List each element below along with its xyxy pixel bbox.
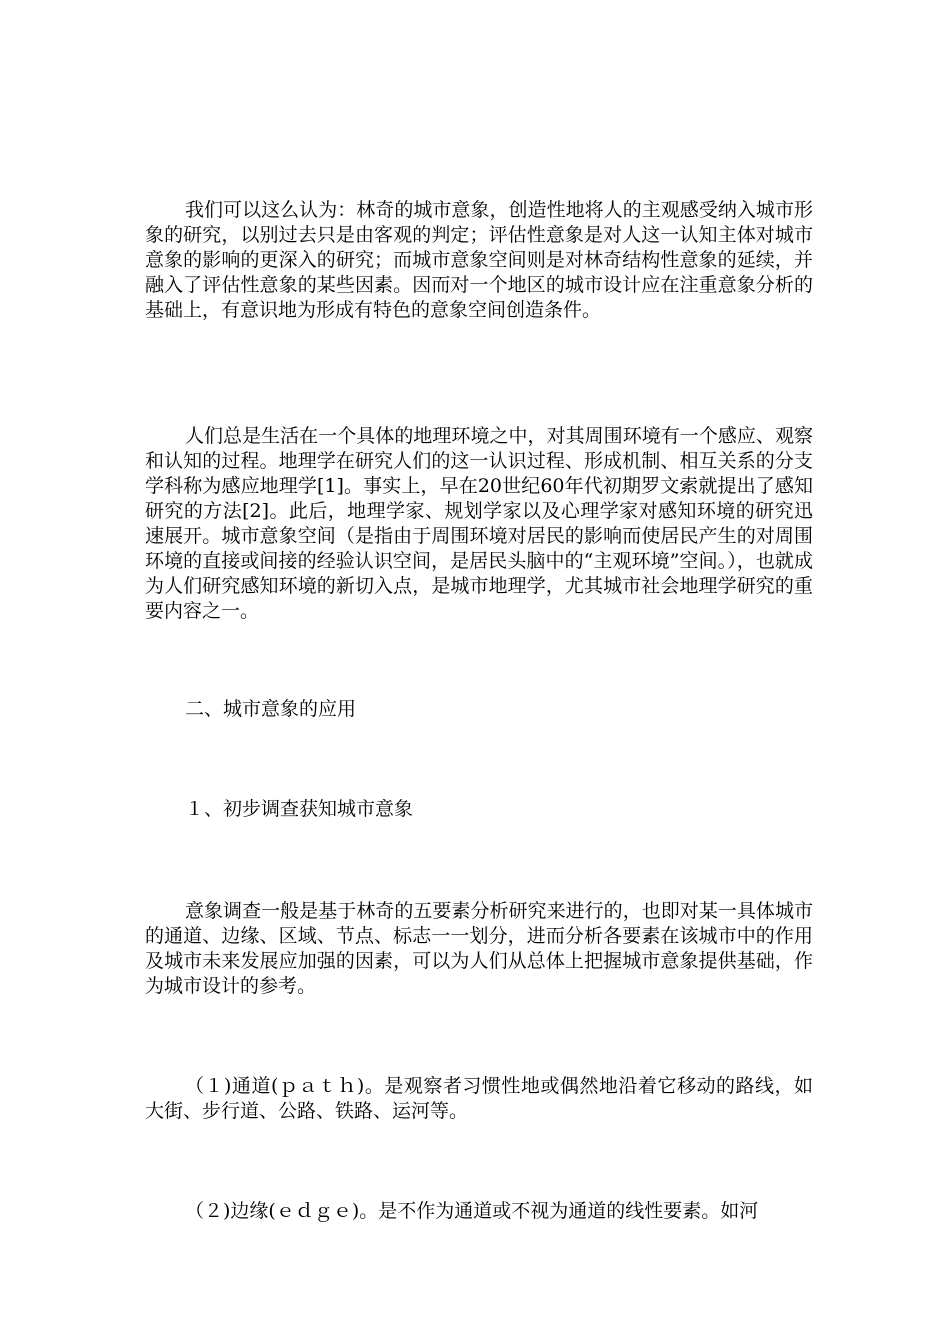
section-heading-application: 二、城市意象的应用 (185, 698, 357, 720)
paragraph-image-survey: 意象调查一般是基于林奇的五要素分析研究来进行的，也即对某一具体城市的通道、边缘、区域、节点、标志一一划分，进而分析各要素在该城市中的作用及城市未来发展应加强的因素，可以为人们从总体上把握城市意象提供基础，作为城市设计的参考。 (145, 900, 813, 997)
paragraph-path-element: （１)通道(ｐａｔｈ)。是观察者习惯性地或偶然地沿着它移动的路线，如大街、步行道、公路、铁路、运河等。 (145, 1075, 813, 1122)
paragraph-perception-geography: 人们总是生活在一个具体的地理环境之中，对其周围环境有一个感应、观察和认知的过程。地理学在研究人们的这一认识过程、形成机制、相互关系的分支学科称为感应地理学[1]。事实上，早在20世纪60年代初期罗文索就提出了感知研究的方法[2]。此后，地理学家、规划学家以及心理学家对感知环境的研究迅速展开。城市意象空间（是指由于周围环境对居民的影响而使居民产生的对周围环境的直接或间接的经验认识空间，是居民头脑中的“主观环境”空间。），也就成为人们研究感知环境的新切入点，是城市地理学，尤其城市社会地理学研究的重要内容之一。 (145, 425, 813, 622)
paragraph-urban-image-summary: 我们可以这么认为：林奇的城市意象，创造性地将人的主观感受纳入城市形象的研究，以别过去只是由客观的判定；评估性意象是对人这一认知主体对城市意象的影响的更深入的研究；而城市意象空间则是对林奇结构性意象的延续，并融入了评估性意象的某些因素。因而对一个地区的城市设计应在注重意象分析的基础上，有意识地为形成有特色的意象空间创造条件。 (145, 199, 813, 321)
subsection-heading-survey: １、初步调查获知城市意象 (185, 798, 414, 820)
paragraph-edge-element: （２)边缘(ｅｄｇｅ)。是不作为通道或不视为通道的线性要素。如河 (185, 1200, 759, 1222)
